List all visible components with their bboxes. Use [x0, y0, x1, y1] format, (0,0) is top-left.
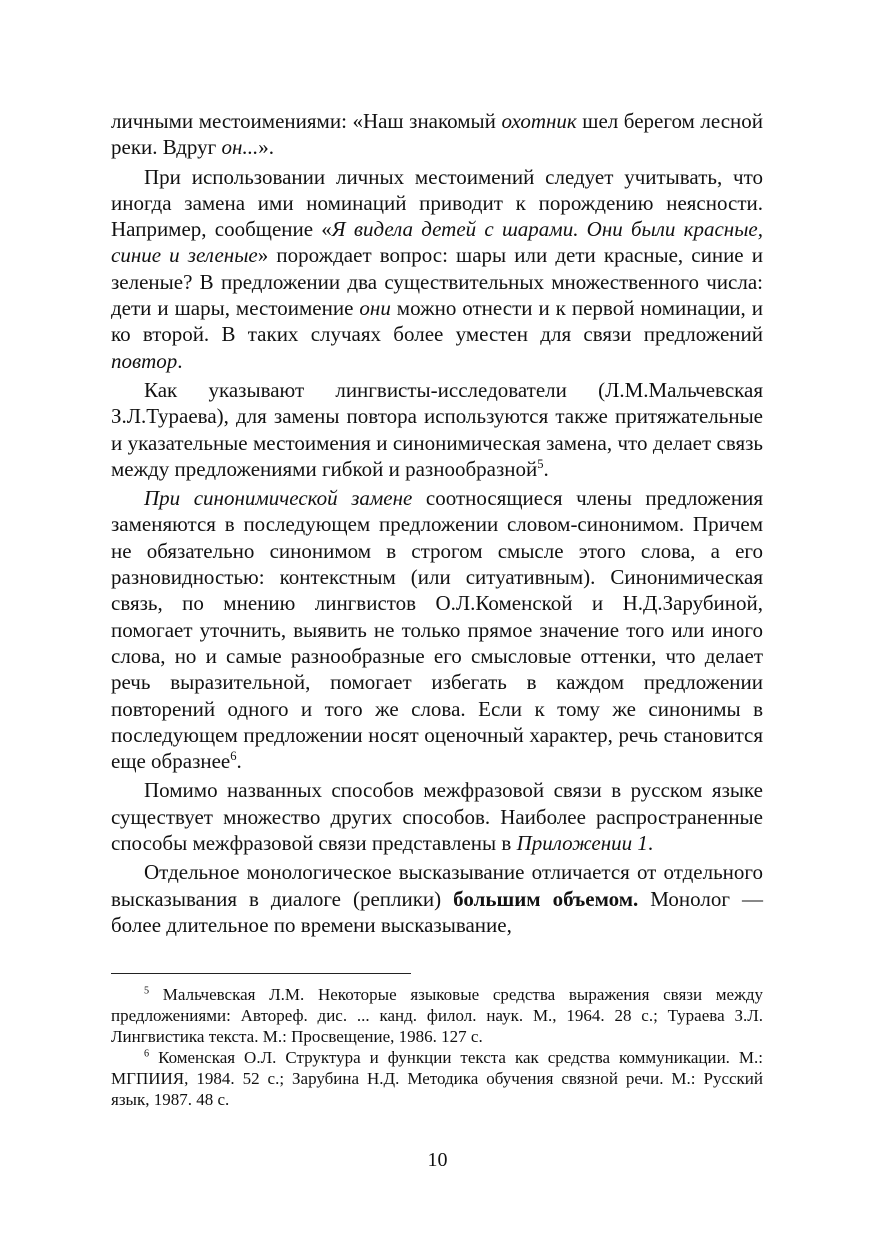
text-run: ». [258, 135, 274, 160]
footnote-ref: 5 [537, 456, 544, 471]
text-run: . [236, 749, 242, 774]
footnote-ref: 6 [144, 1048, 150, 1060]
page-number: 10 [427, 1149, 448, 1171]
text-run: Мальчевская Л.М. Некоторые языковые средства выражения связи между предложениями: Автореф. дис. ... канд. филол. наук. М., 1964. 28 с.; Тураева З.Л. Лингвистика текста. М.: Просвещение, 1986. 127 с. [111, 985, 763, 1046]
paragraph-5 [111, 777, 763, 856]
italic-run: повтор [111, 348, 178, 373]
italic-run: При синонимической замене [144, 486, 413, 511]
text-run: При использовании личных местоимений следует учитывать, что иногда замена ими номинаций приводит к порождению неясности. Например, сообщение « [111, 164, 763, 242]
italic-run: Приложении 1 [516, 831, 648, 856]
paragraph-6 [111, 859, 763, 938]
text-run: Отдельное монологическое высказывание отличается от отдельного высказывания в диалоге (реплики) [111, 860, 763, 911]
text-run: Как указывают лингвисты-исследователи (Л.М.Мальчевская З.Л.Тураева), для замены повтора используются также притяжательные и указательные местоимения и синонимическая замена, что делает связь между предложениями гибкой и разнообразной [111, 377, 763, 481]
footnote-separator [111, 973, 411, 974]
paragraph-3 [111, 377, 763, 482]
text-run: Помимо названных способов межфразовой связи в русском языке существует множество других способов. Наиболее распространенные способы межфразовой связи представлены в [111, 778, 763, 856]
paragraph-1 [111, 108, 763, 161]
text-run: шел берегом лесной реки. Вдруг [111, 109, 763, 160]
text-run: . [543, 456, 549, 481]
italic-run: он... [221, 135, 259, 160]
main-text [111, 108, 763, 938]
paragraph-2 [111, 164, 763, 374]
footnote-5 [111, 984, 763, 1047]
italic-run: охотник [501, 109, 577, 133]
italic-run: они [359, 296, 391, 321]
text-run: Коменская О.Л. Структура и функции текста как средства коммуникации. М.: МГПИИЯ, 1984. 52 с.; Зарубина Н.Д. Методика обучения связной речи. М.: Русский язык, 1987. 48 с. [111, 1048, 763, 1109]
text-run: » порождает вопрос: шары или дети красные, синие и зеленые? В предложении два существительных множественного числа: дети и шары, местоимение [111, 243, 763, 321]
footnote-ref: 6 [230, 749, 237, 764]
text-run: Монолог — более длительное по времени высказывание, [111, 886, 763, 937]
text-run: . [647, 831, 654, 856]
bold-run: большим объемом. [453, 886, 639, 911]
footnote-ref: 5 [144, 985, 150, 997]
paragraph-4 [111, 485, 763, 774]
footnote-6 [111, 1047, 763, 1110]
text-run: личными местоимениями: «Наш знакомый [111, 109, 502, 133]
italic-run: Я видела детей с шарами. Они были красные, синие и зеленые [111, 217, 763, 268]
footnotes [111, 984, 763, 1110]
text-run: соотносящиеся члены предложения заменяются в последующем предложении словом-синонимом. Причем не обязательно синонимом в строгом смысле этого слова, а его разновидностью: контекстным (или ситуативным). Синонимическая связь, по мнению лингвистов О.Л.Коменской и Н.Д.Зарубиной, помогает уточнить, выявить не только прямое значение того или иного слова, но и самые разнообразные его смысловые оттенки, что делает речь выразительной, помогает избегать в каждом предложении повторений одного и того же слова. Если к тому же синонимы в последующем предложении носят оценочный характер, речь становится еще образнее [111, 486, 763, 774]
text-run: . [177, 348, 183, 373]
text-run: можно отнести и к первой номинации, и ко второй. В таких случаях более уместен для связи предложений [111, 296, 763, 347]
